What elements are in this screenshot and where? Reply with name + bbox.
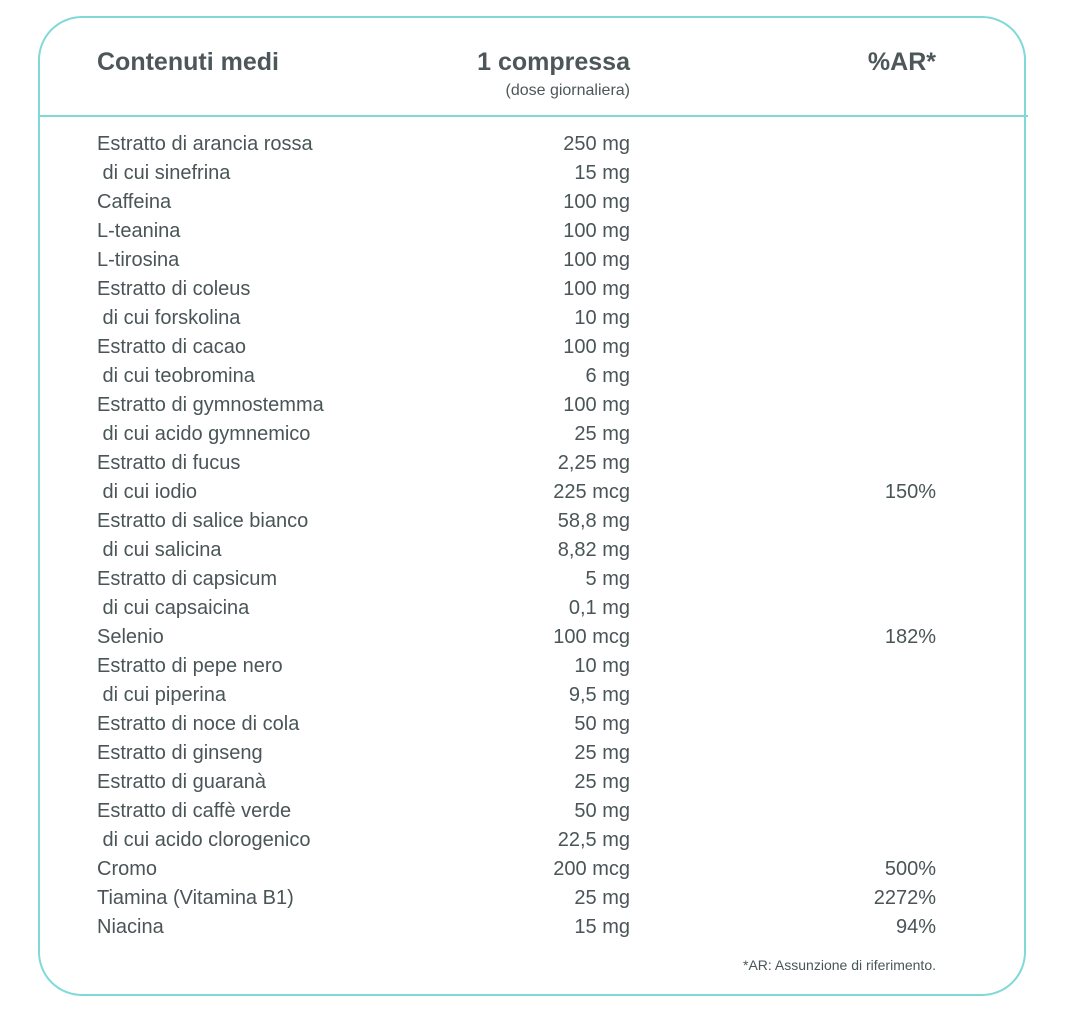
ingredient-quantity: 58,8 mg bbox=[557, 510, 630, 532]
table-row bbox=[0, 855, 1068, 884]
ingredient-name: di cui salicina bbox=[97, 539, 222, 561]
ingredient-quantity: 225 mcg bbox=[553, 481, 630, 503]
ingredient-name: Estratto di salice bianco bbox=[97, 510, 309, 532]
ingredient-name: Tiamina (Vitamina B1) bbox=[97, 887, 294, 909]
ingredient-name: di cui iodio bbox=[97, 481, 198, 503]
ingredient-name: L-tirosina bbox=[97, 249, 180, 271]
ingredient-name: L-teanina bbox=[97, 220, 181, 242]
table-row bbox=[0, 913, 1068, 942]
header-divider bbox=[38, 115, 1028, 117]
ingredient-quantity: 25 mg bbox=[574, 887, 630, 909]
table-row bbox=[0, 768, 1068, 797]
ingredient-quantity: 100 mcg bbox=[553, 626, 630, 648]
ingredient-quantity: 100 mg bbox=[563, 394, 630, 416]
ingredient-name: Estratto di ginseng bbox=[97, 742, 263, 764]
ingredient-quantity: 5 mg bbox=[585, 568, 630, 590]
ingredient-quantity: 6 mg bbox=[585, 365, 630, 387]
ingredient-name: Estratto di pepe nero bbox=[97, 655, 283, 677]
ingredient-quantity: 100 mg bbox=[563, 249, 630, 271]
ingredient-quantity: 50 mg bbox=[574, 800, 630, 822]
table-row bbox=[0, 159, 1068, 188]
ingredient-name: di cui teobromina bbox=[97, 365, 255, 387]
ingredient-quantity: 0,1 mg bbox=[568, 597, 630, 619]
ingredient-name: Estratto di capsicum bbox=[97, 568, 278, 590]
ingredient-quantity: 200 mcg bbox=[553, 858, 630, 880]
table-row bbox=[0, 304, 1068, 333]
ingredient-quantity: 50 mg bbox=[574, 713, 630, 735]
table-row bbox=[0, 130, 1068, 159]
ingredient-name: Estratto di coleus bbox=[97, 278, 251, 300]
ingredient-quantity: 22,5 mg bbox=[557, 829, 630, 851]
nutrition-table-body bbox=[0, 130, 1068, 942]
table-row bbox=[0, 449, 1068, 478]
ingredient-quantity: 25 mg bbox=[574, 742, 630, 764]
ingredient-quantity: 10 mg bbox=[574, 655, 630, 677]
ingredient-quantity: 10 mg bbox=[574, 307, 630, 329]
table-row bbox=[0, 275, 1068, 304]
ingredient-name: di cui forskolina bbox=[97, 307, 241, 329]
ingredient-quantity: 100 mg bbox=[563, 220, 630, 242]
table-row bbox=[0, 652, 1068, 681]
table-row bbox=[0, 565, 1068, 594]
ingredient-name: di cui acido gymnemico bbox=[97, 423, 311, 445]
ingredient-name: di cui capsaicina bbox=[97, 597, 250, 619]
ingredient-quantity: 100 mg bbox=[563, 336, 630, 358]
ingredient-name: Caffeina bbox=[97, 191, 172, 213]
ingredient-name: Niacina bbox=[97, 916, 164, 938]
table-row bbox=[0, 333, 1068, 362]
table-row bbox=[0, 420, 1068, 449]
ingredient-name: di cui piperina bbox=[97, 684, 226, 706]
ingredient-ar-percent: 94% bbox=[895, 916, 936, 938]
table-row bbox=[0, 797, 1068, 826]
table-row bbox=[0, 623, 1068, 652]
table-row bbox=[0, 826, 1068, 855]
ingredient-name: Estratto di arancia rossa bbox=[97, 133, 313, 155]
table-row bbox=[0, 478, 1068, 507]
ingredient-name: Estratto di cacao bbox=[97, 336, 246, 358]
ingredient-ar-percent: 500% bbox=[884, 858, 936, 880]
ingredient-quantity: 250 mg bbox=[563, 133, 630, 155]
ingredient-name: Estratto di gymnostemma bbox=[97, 394, 324, 416]
table-row bbox=[0, 536, 1068, 565]
table-row bbox=[0, 507, 1068, 536]
column-header-quantity: 1 compressa bbox=[477, 48, 630, 76]
table-row bbox=[0, 884, 1068, 913]
ingredient-name: Estratto di caffè verde bbox=[97, 800, 292, 822]
table-row bbox=[0, 739, 1068, 768]
ingredient-name: Cromo bbox=[97, 858, 158, 880]
ingredient-quantity: 9,5 mg bbox=[568, 684, 630, 706]
ingredient-ar-percent: 182% bbox=[884, 626, 936, 648]
ingredient-quantity: 15 mg bbox=[574, 916, 630, 938]
ingredient-quantity: 25 mg bbox=[574, 771, 630, 793]
ingredient-name: di cui sinefrina bbox=[97, 162, 231, 184]
ingredient-quantity: 2,25 mg bbox=[557, 452, 630, 474]
footnote: *AR: Assunzione di riferimento. bbox=[743, 957, 936, 973]
ingredient-quantity: 25 mg bbox=[574, 423, 630, 445]
ingredient-name: di cui acido clorogenico bbox=[97, 829, 311, 851]
ingredient-quantity: 100 mg bbox=[563, 191, 630, 213]
ingredient-quantity: 100 mg bbox=[563, 278, 630, 300]
table-row bbox=[0, 246, 1068, 275]
table-row bbox=[0, 710, 1068, 739]
table-row bbox=[0, 391, 1068, 420]
table-row bbox=[0, 188, 1068, 217]
ingredient-ar-percent: 2272% bbox=[873, 887, 936, 909]
table-row bbox=[0, 594, 1068, 623]
column-header-ar: %AR* bbox=[867, 48, 936, 76]
table-row bbox=[0, 362, 1068, 391]
ingredient-quantity: 8,82 mg bbox=[557, 539, 630, 561]
ingredient-name: Estratto di noce di cola bbox=[97, 713, 300, 735]
table-row bbox=[0, 217, 1068, 246]
ingredient-name: Estratto di fucus bbox=[97, 452, 241, 474]
column-header-contents: Contenuti medi bbox=[97, 48, 279, 76]
ingredient-name: Estratto di guaranà bbox=[97, 771, 266, 793]
ingredient-quantity: 15 mg bbox=[574, 162, 630, 184]
ingredient-ar-percent: 150% bbox=[884, 481, 936, 503]
table-row bbox=[0, 681, 1068, 710]
ingredient-name: Selenio bbox=[97, 626, 164, 648]
column-header-quantity-subtitle: (dose giornaliera) bbox=[505, 82, 630, 99]
